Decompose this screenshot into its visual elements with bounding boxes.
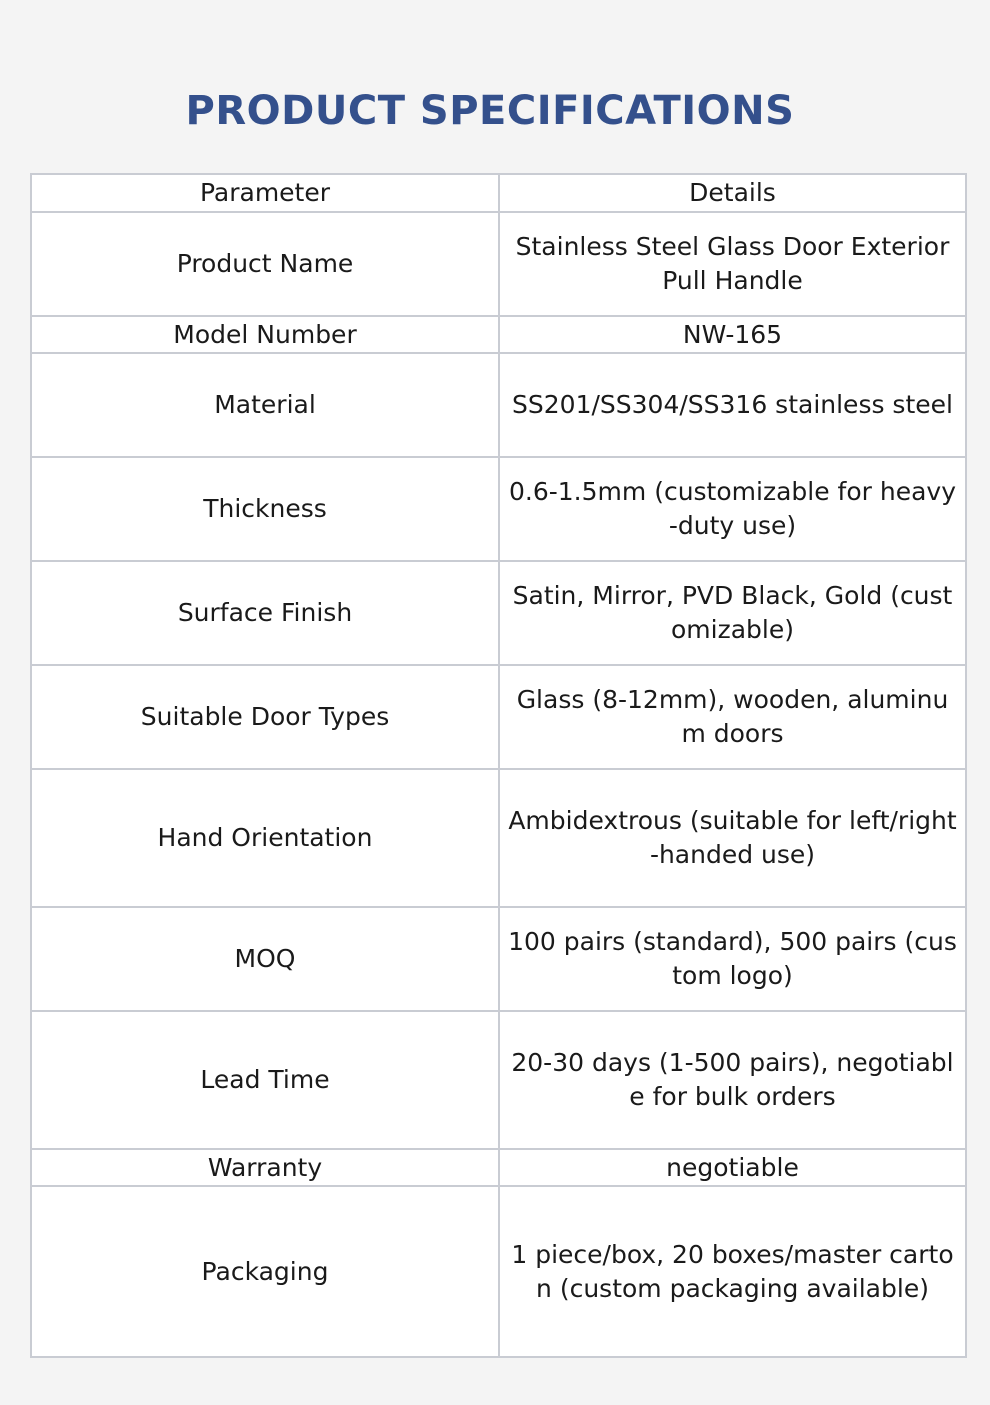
details-cell: 20-30 days (1-500 pairs), negotiable for bulk orders — [499, 1011, 966, 1149]
table-header-row — [31, 174, 966, 212]
table-row — [31, 907, 966, 1011]
table-row — [31, 769, 966, 907]
details-cell: 100 pairs (standard), 500 pairs (custom logo) — [499, 907, 966, 1011]
details-cell: Satin, Mirror, PVD Black, Gold (customizable) — [499, 561, 966, 665]
details-cell: 1 piece/box, 20 boxes/master carton (custom packaging available) — [499, 1186, 966, 1357]
column-header-details: Details — [499, 174, 966, 212]
parameter-cell: Packaging — [31, 1186, 499, 1357]
details-cell: 0.6-1.5mm (customizable for heavy-duty use) — [499, 457, 966, 561]
table-row — [31, 1186, 966, 1357]
spec-table — [30, 173, 967, 1358]
table-row — [31, 457, 966, 561]
details-cell: Stainless Steel Glass Door Exterior Pull Handle — [499, 212, 966, 316]
table-row — [31, 561, 966, 665]
parameter-cell: MOQ — [31, 907, 499, 1011]
details-cell: negotiable — [499, 1149, 966, 1186]
table-row — [31, 1011, 966, 1149]
parameter-cell: Lead Time — [31, 1011, 499, 1149]
parameter-cell: Thickness — [31, 457, 499, 561]
table-row — [31, 665, 966, 769]
details-cell: Ambidextrous (suitable for left/right-handed use) — [499, 769, 966, 907]
table-row — [31, 1149, 966, 1186]
table-row — [31, 212, 966, 316]
parameter-cell: Surface Finish — [31, 561, 499, 665]
parameter-cell: Product Name — [31, 212, 499, 316]
column-header-parameter: Parameter — [31, 174, 499, 212]
parameter-cell: Hand Orientation — [31, 769, 499, 907]
parameter-cell: Model Number — [31, 316, 499, 353]
details-cell: NW-165 — [499, 316, 966, 353]
table-row — [31, 353, 966, 457]
parameter-cell: Warranty — [31, 1149, 499, 1186]
details-cell: SS201/SS304/SS316 stainless steel — [499, 353, 966, 457]
details-cell: Glass (8-12mm), wooden, aluminum doors — [499, 665, 966, 769]
table-row — [31, 316, 966, 353]
parameter-cell: Material — [31, 353, 499, 457]
parameter-cell: Suitable Door Types — [31, 665, 499, 769]
page-title: PRODUCT SPECIFICATIONS — [185, 88, 795, 134]
